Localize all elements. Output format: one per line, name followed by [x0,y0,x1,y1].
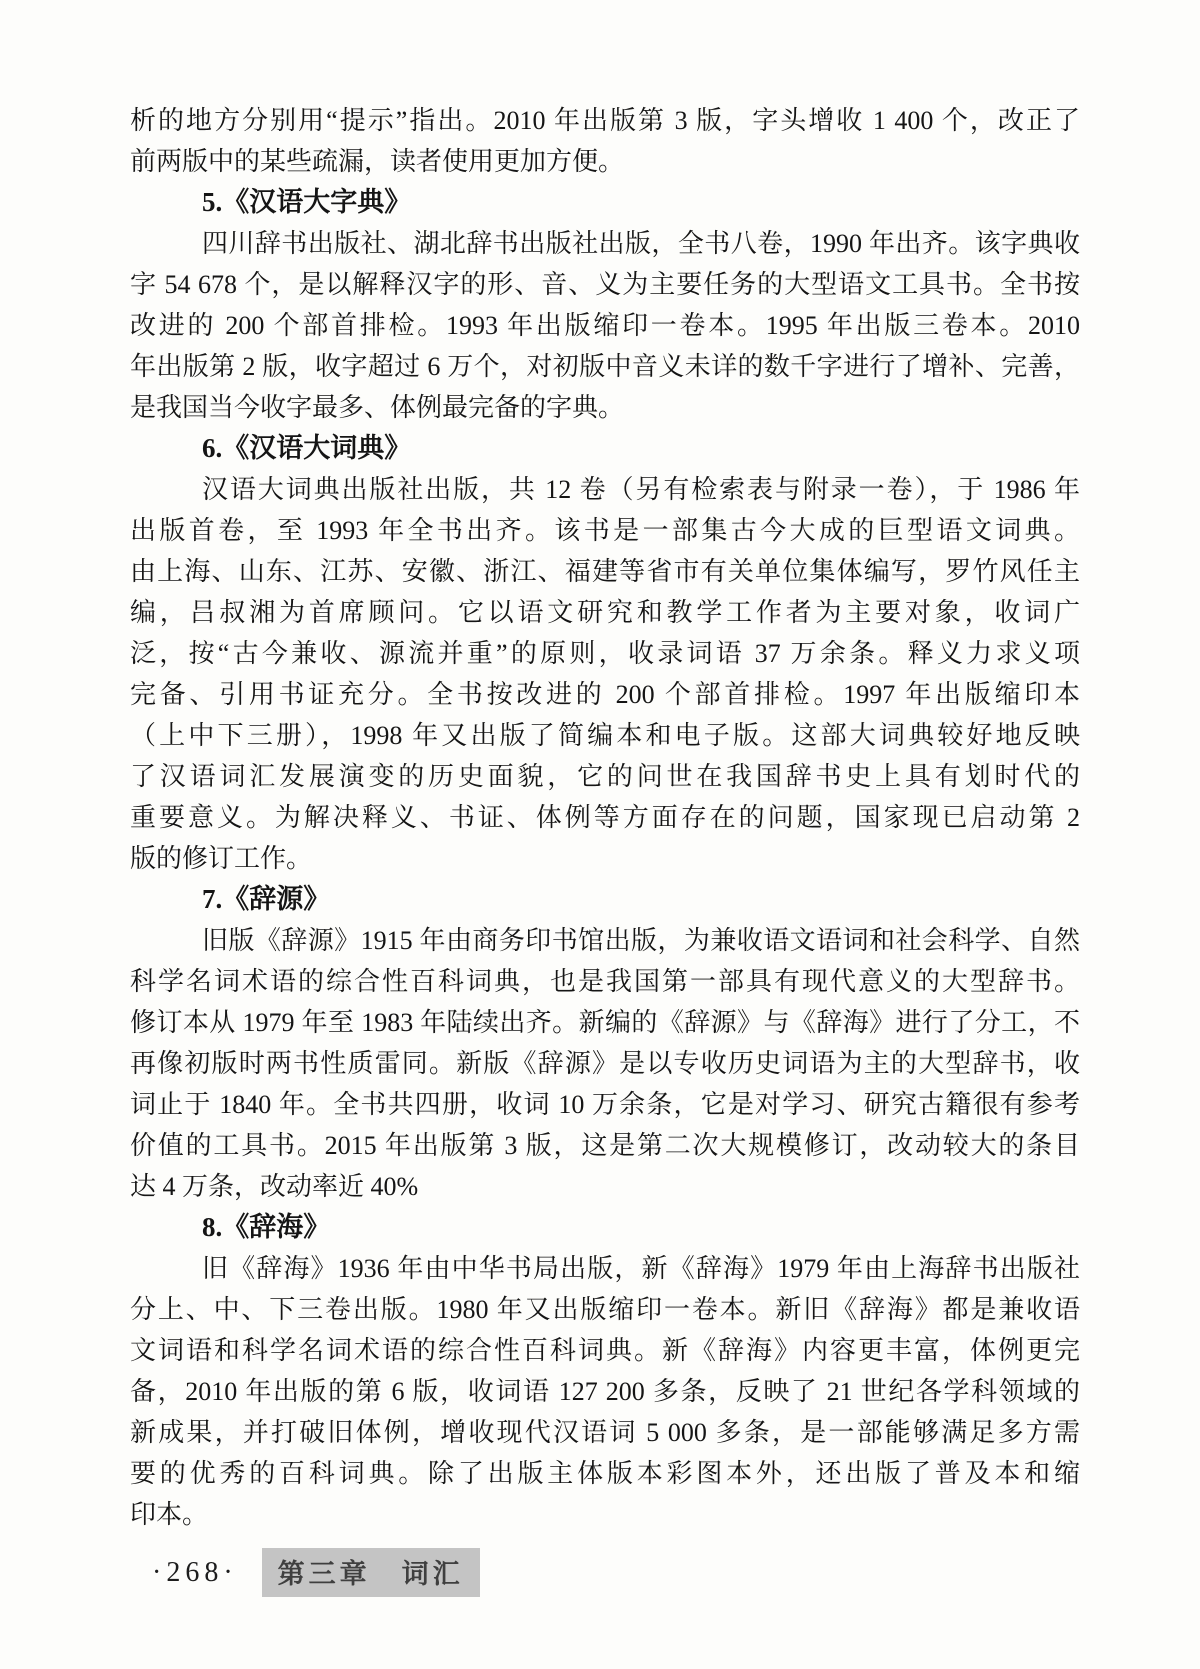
text-line: 析的地方分别用“提示”指出。2010 年出版第 3 版，字头增收 1 400 个，改正了 [130,106,1080,135]
text-line: 汉语大词典出版社出版，共 12 卷（另有检索表与附录一卷），于 1986 年 [202,475,1080,504]
text-line: 要的优秀的百科词典。除了出版主体版本彩图本外，还出版了普及本和缩 [130,1459,1080,1488]
text-line: 年出版第 2 版，收字超过 6 万个，对初版中音义未详的数千字进行了增补、完善， [130,352,1080,381]
text-line: 了汉语词汇发展演变的历史面貌，它的问世在我国辞书史上具有划时代的 [130,762,1080,791]
text-line: 是我国当今收字最多、体例最完备的字典。 [130,393,625,422]
text-line: 备，2010 年出版的第 6 版，收词语 127 200 多条，反映了 21 世纪各学科领域的 [130,1377,1080,1406]
text-line: 印本。 [130,1500,209,1529]
paragraph [130,1248,1080,1535]
text-line: 前两版中的某些疏漏，读者使用更加方便。 [130,147,625,176]
section-heading-8: 8.《辞海》 [202,1212,331,1242]
text-line: 编，吕叔湘为首席顾问。它以语文研究和教学工作者为主要对象，收词广 [130,598,1080,627]
paragraph [130,920,1080,1207]
section-heading-7: 7.《辞源》 [202,884,331,914]
text-line: 改进的 200 个部首排检。1993 年出版缩印一卷本。1995 年出版三卷本。2010 [130,311,1080,340]
text-line: 科学名词术语的综合性百科词典，也是我国第一部具有现代意义的大型辞书。 [130,967,1080,996]
text-line: 文词语和科学名词术语的综合性百科词典。新《辞海》内容更丰富，体例更完 [130,1336,1080,1365]
text-line: 旧版《辞源》1915 年由商务印书馆出版，为兼收语文语词和社会科学、自然 [202,926,1080,955]
page-footer [152,1548,480,1597]
text-line: 泛，按“古今兼收、源流并重”的原则，收录词语 37 万余条。释义力求义项 [130,639,1080,668]
text-line: 达 4 万条，改动率近 40% [130,1172,419,1201]
paragraph [130,223,1080,428]
section-heading-5: 5.《汉语大字典》 [202,187,412,217]
text-line: 字 54 678 个，是以解释汉字的形、音、义为主要任务的大型语文工具书。全书按 [130,270,1080,299]
text-line: 版的修订工作。 [130,844,313,873]
text-line: 完备、引用书证充分。全书按改进的 200 个部首排检。1997 年出版缩印本 [130,680,1080,709]
text-line: （上中下三册），1998 年又出版了简编本和电子版。这部大词典较好地反映 [130,721,1080,750]
text-line: 四川辞书出版社、湖北辞书出版社出版，全书八卷，1990 年出齐。该字典收 [202,229,1080,258]
text-line: 出版首卷，至 1993 年全书出齐。该书是一部集古今大成的巨型语文词典。 [130,516,1080,545]
text-line: 旧《辞海》1936 年由中华书局出版，新《辞海》1979 年由上海辞书出版社 [202,1254,1080,1283]
text-line: 再像初版时两书性质雷同。新版《辞源》是以专收历史词语为主的大型辞书，收 [130,1049,1080,1078]
paragraph [130,469,1080,879]
text-line: 新成果，并打破旧体例，增收现代汉语词 5 000 多条，是一部能够满足多方需 [130,1418,1080,1447]
text-line: 修订本从 1979 年至 1983 年陆续出齐。新编的《辞源》与《辞海》进行了分工，不 [130,1008,1080,1037]
paragraph [130,100,1080,182]
section-heading-6: 6.《汉语大词典》 [202,433,412,463]
text-content [130,100,1080,1535]
chapter-badge: 第三章 词汇 [262,1548,480,1597]
text-line: 由上海、山东、江苏、安徽、浙江、福建等省市有关单位集体编写，罗竹风任主 [130,557,1080,586]
text-line: 重要意义。为解决释义、书证、体例等方面存在的问题，国家现已启动第 2 [130,803,1080,832]
text-line: 分上、中、下三卷出版。1980 年又出版缩印一卷本。新旧《辞海》都是兼收语 [130,1295,1080,1324]
text-line: 价值的工具书。2015 年出版第 3 版，这是第二次大规模修订，改动较大的条目 [130,1131,1080,1160]
page-number: ·268· [152,1556,238,1588]
text-line: 词止于 1840 年。全书共四册，收词 10 万余条，它是对学习、研究古籍很有参考 [130,1090,1080,1119]
